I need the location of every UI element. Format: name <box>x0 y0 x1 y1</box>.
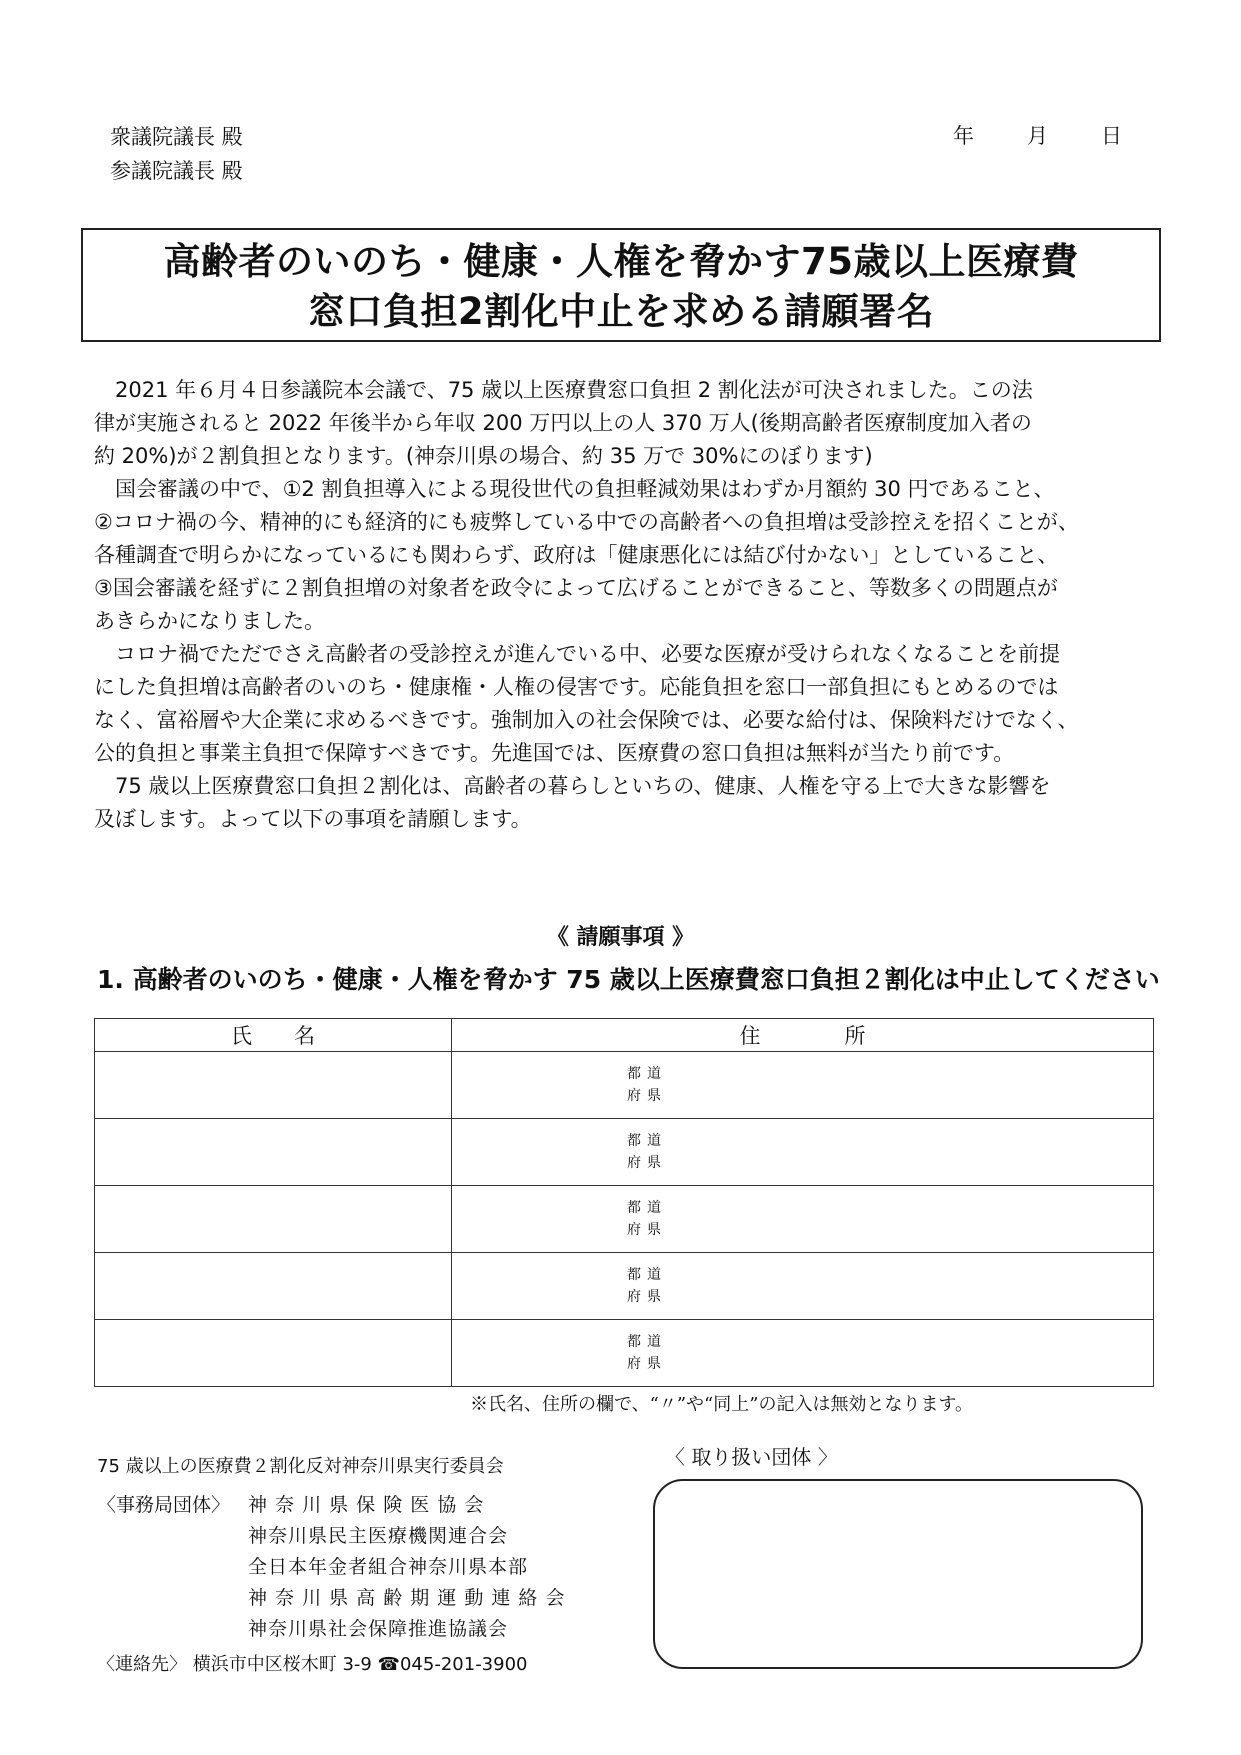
name-cell[interactable] <box>95 1253 452 1320</box>
prefecture-marker: 都道 府県 <box>627 1267 667 1305</box>
list-item: 全日本年金者組合神奈川県本部 <box>248 1556 529 1578</box>
handling-organization-label: 〈 取り扱い団体 〉 <box>665 1445 838 1469</box>
address-cell[interactable] <box>452 1320 1154 1387</box>
signature-table-header <box>95 1019 1154 1052</box>
addressee-block <box>110 120 243 188</box>
body-line: ②コロナ禍の今、精神的にも経済的にも疲弊している中での高齢者への負担増は受診控えを招くことが、 <box>94 510 1079 534</box>
body-line: 公的負担と事業主負担で保障すべきです。先進国では、医療費の窓口負担は無料が当たり前です。 <box>94 741 1015 765</box>
committee-name: 75 歳以上の医療費２割化反対神奈川県実行委員会 <box>97 1456 504 1477</box>
address-column-header: 住 所 <box>452 1019 1154 1052</box>
document-title-line-1: 高齢者のいのち・健康・人権を脅かす75歳以上医療費 <box>163 240 1079 283</box>
handling-organization-box[interactable] <box>653 1479 1143 1669</box>
date-year-label: 年 <box>953 124 974 148</box>
prefecture-marker: 都道 府県 <box>627 1133 667 1171</box>
document-title-line-2: 窓口負担2割化中止を求める請願署名 <box>307 290 935 333</box>
petition-body <box>94 374 1164 836</box>
date-field <box>953 120 1122 150</box>
table-row <box>95 1320 1154 1387</box>
list-item: 神奈川県社会保障推進協議会 <box>248 1618 509 1640</box>
body-line: コロナ禍でただでさえ高齢者の受診控えが進んでいる中、必要な医療が受けられなくなることを前提 <box>115 642 1060 666</box>
body-line: あきらかになりました。 <box>94 609 325 633</box>
secretariat-block <box>97 1490 565 1645</box>
document-title-box <box>81 228 1161 342</box>
table-row <box>95 1186 1154 1253</box>
body-line: 約 20%)が２割負担となります。(神奈川県の場合、約 35 万で 30%にのぼります) <box>94 444 873 468</box>
secretariat-label: 〈事務局団体〉 <box>97 1494 231 1516</box>
body-line: ③国会審議を経ずに２割負担増の対象者を政令によって広げることができること、等数多くの問題点が <box>94 576 1058 600</box>
body-line: 2021 年６月４日参議院本会議で、75 歳以上医療費窓口負担 2 割化法が可決されました。この法 <box>115 378 1033 402</box>
addressee-upper-house: 参議院議長 殿 <box>110 159 243 183</box>
name-cell[interactable] <box>95 1052 452 1119</box>
prefecture-marker: 都道 府県 <box>627 1066 667 1104</box>
address-cell[interactable] <box>452 1186 1154 1253</box>
body-line: 75 歳以上医療費窓口負担２割化は、高齢者の暮らしといちの、健康、人権を守る上で大きな影響を <box>115 774 1051 798</box>
list-item: 神 奈 川 県 高 齢 期 運 動 連 絡 会 <box>248 1587 566 1609</box>
list-item: 神奈川県民主医療機関連合会 <box>248 1525 509 1547</box>
list-item: 神 奈 川 県 保 険 医 協 会 <box>248 1494 485 1516</box>
body-line: 及ぼします。よって以下の事項を請願します。 <box>94 807 532 831</box>
name-column-header: 氏 名 <box>95 1019 452 1052</box>
date-day-label: 日 <box>1101 124 1122 148</box>
body-line: 国会審議の中で、①2 割負担導入による現役世代の負担軽減効果はわずか月額約 30 円であること、 <box>115 477 1055 501</box>
name-cell[interactable] <box>95 1119 452 1186</box>
name-cell[interactable] <box>95 1320 452 1387</box>
secretariat-org-list <box>248 1490 565 1645</box>
body-line: 律が実施されると 2022 年後半から年収 200 万円以上の人 370 万人(後期高齢者医療制度加入者の <box>94 411 1032 435</box>
invalid-entry-note: ※氏名、住所の欄で、“〃”や“同上”の記入は無効となります。 <box>470 1394 974 1415</box>
table-row <box>95 1253 1154 1320</box>
table-row <box>95 1052 1154 1119</box>
body-line: 各種調査で明らかになっているにも関わらず、政府は「健康悪化には結び付かない」としていること、 <box>94 543 1059 567</box>
table-row <box>95 1119 1154 1186</box>
contact-info: 〈連絡先〉 横浜市中区桜木町 3-9 ☎045-201-3900 <box>97 1654 528 1675</box>
petition-item: 1. 高齢者のいのち・健康・人権を脅かす 75 歳以上医療費窓口負担２割化は中止してください <box>97 965 1160 994</box>
name-cell[interactable] <box>95 1186 452 1253</box>
body-line: にした負担増は高齢者のいのち・健康権・人権の侵害です。応能負担を窓口一部負担にもとめるのでは <box>94 675 1059 699</box>
petition-heading: 《 請願事項 》 <box>546 925 695 950</box>
address-cell[interactable] <box>452 1253 1154 1320</box>
addressee-lower-house: 衆議院議長 殿 <box>110 125 243 149</box>
address-cell[interactable] <box>452 1052 1154 1119</box>
signature-table <box>94 1018 1154 1387</box>
prefecture-marker: 都道 府県 <box>627 1334 667 1372</box>
body-line: なく、富裕層や大企業に求めるべきです。強制加入の社会保険では、必要な給付は、保険料だけでなく、 <box>94 708 1079 732</box>
address-cell[interactable] <box>452 1119 1154 1186</box>
prefecture-marker: 都道 府県 <box>627 1200 667 1238</box>
date-month-label: 月 <box>1027 124 1048 148</box>
